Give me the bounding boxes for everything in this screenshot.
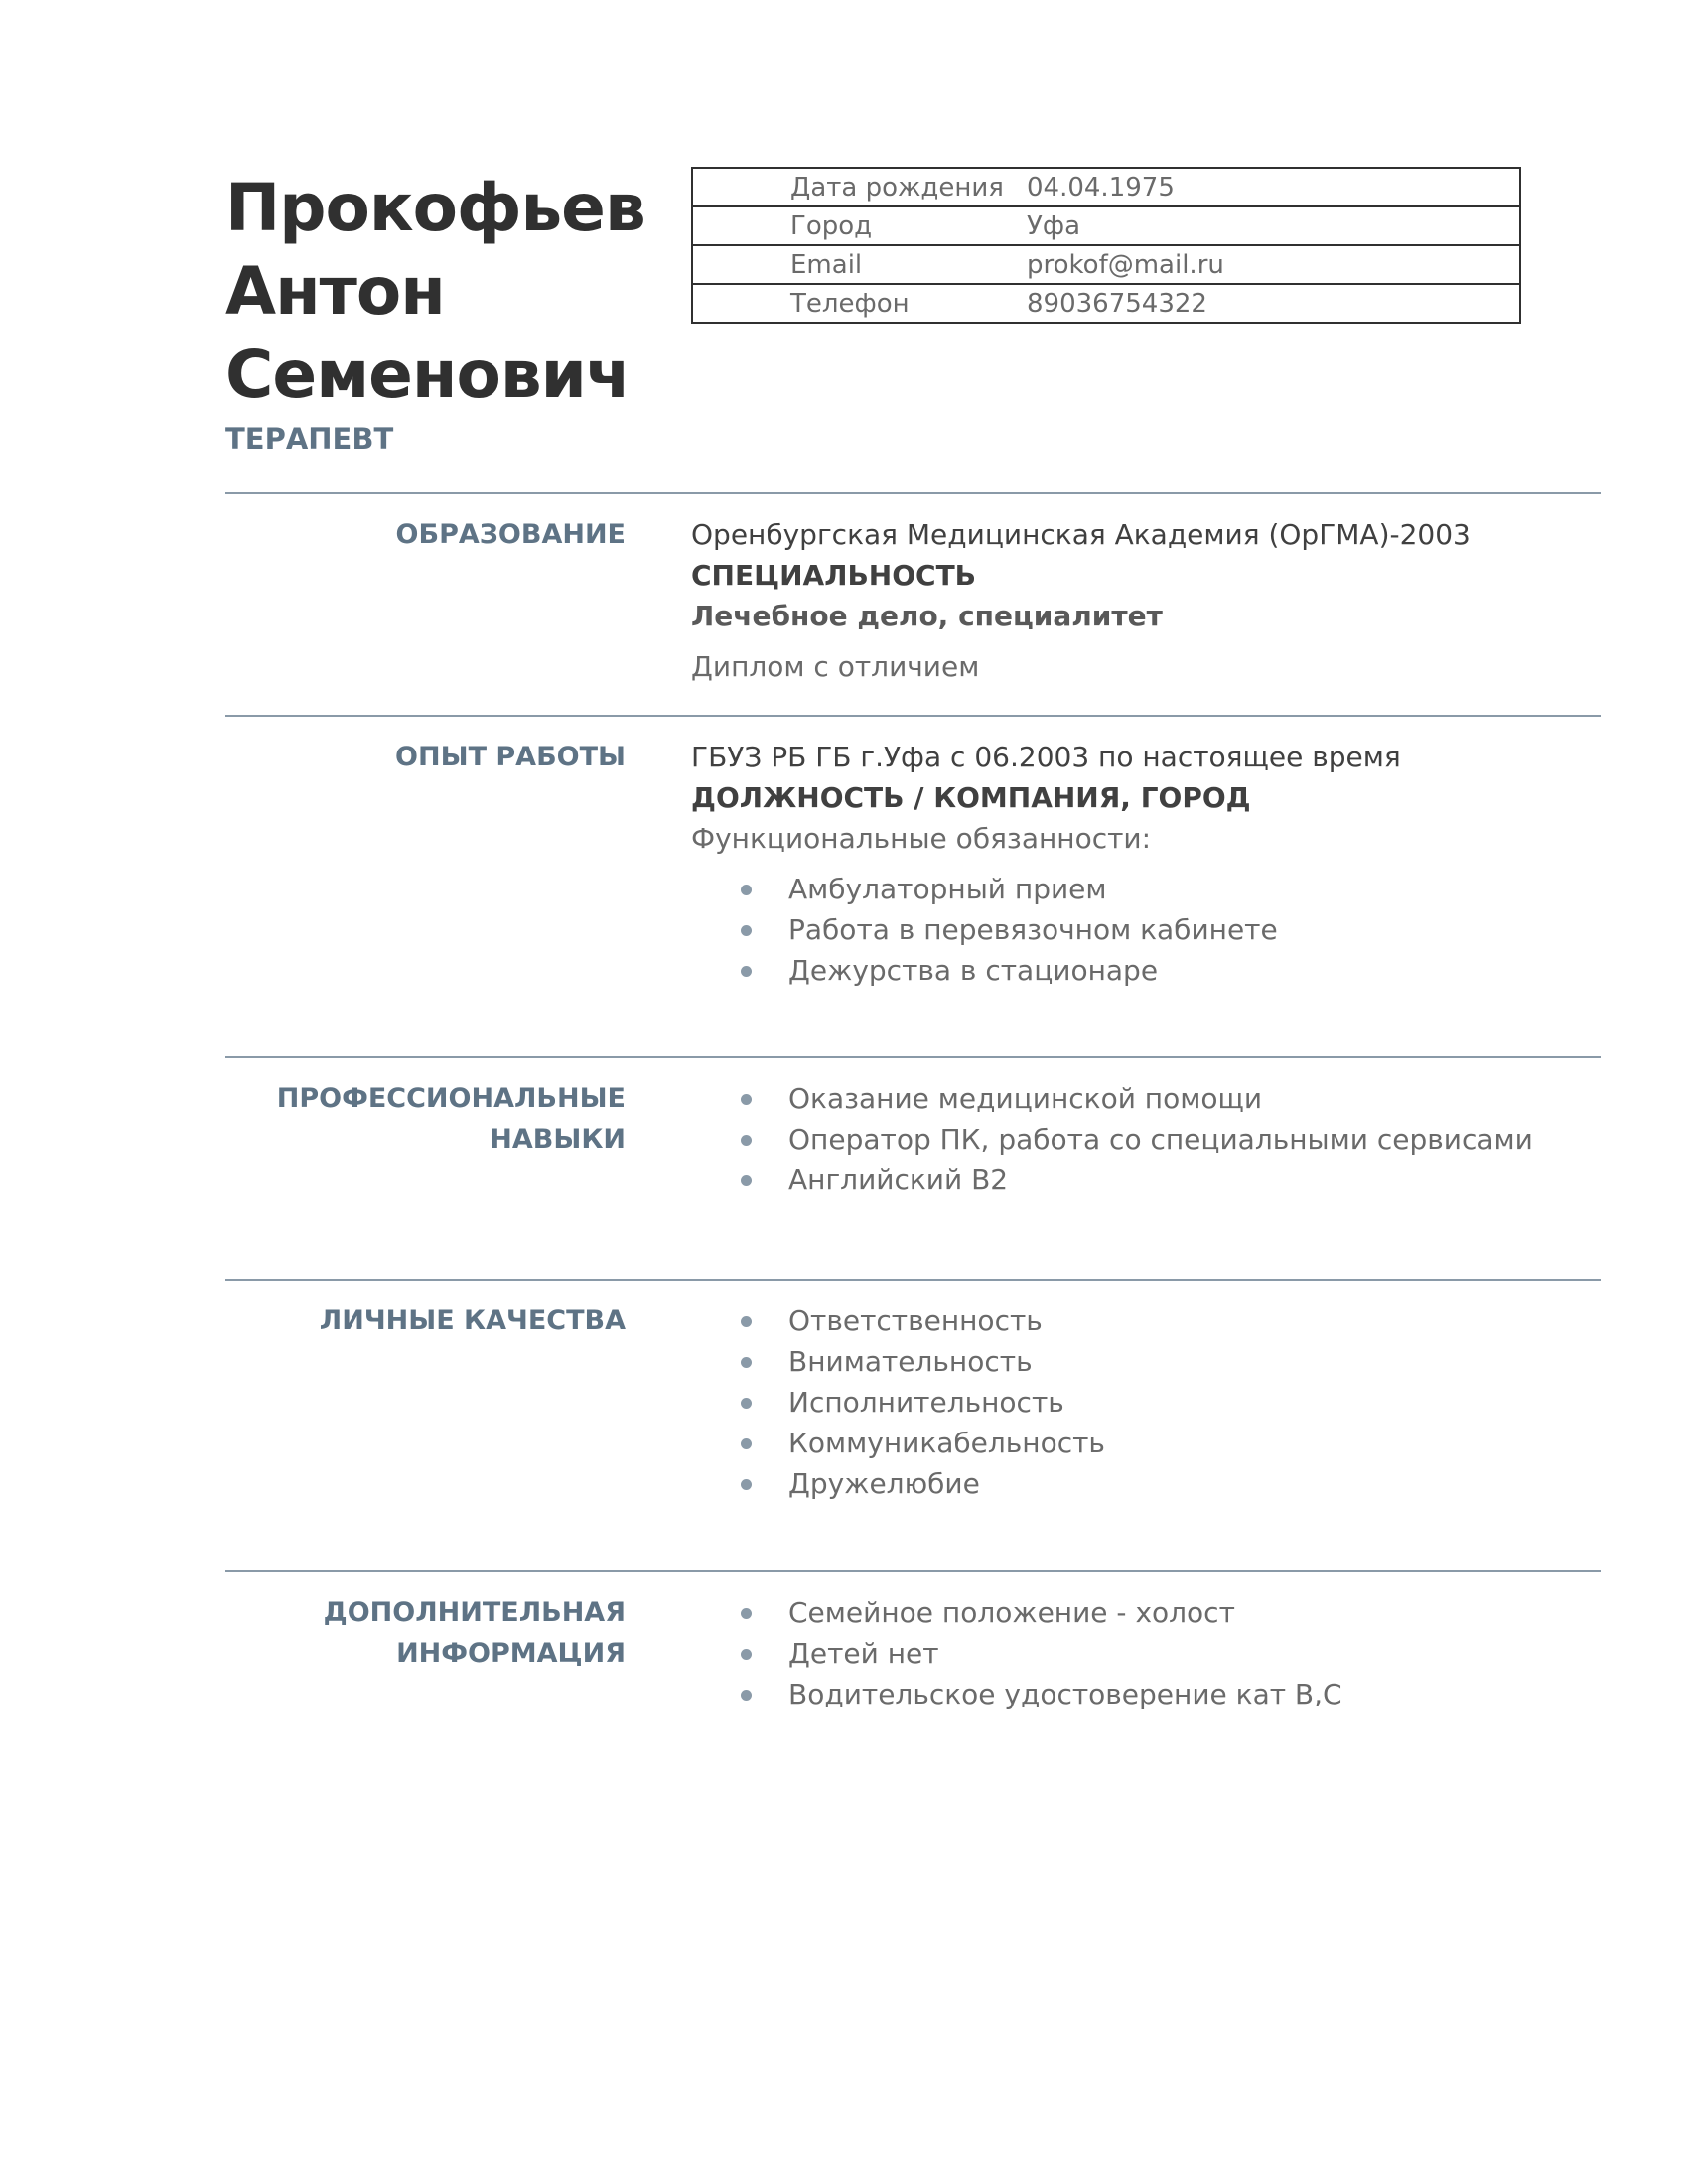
bullet-icon bbox=[741, 966, 752, 977]
bullet-icon bbox=[741, 1438, 752, 1449]
bullet-icon bbox=[741, 1649, 752, 1660]
list-item: Исполнительность bbox=[691, 1382, 1585, 1423]
education-institution: Оренбургская Медицинская Академия (ОрГМА)-2003 bbox=[691, 518, 1471, 551]
job-title: ТЕРАПЕВТ bbox=[225, 422, 394, 456]
contact-value-phone: 89036754322 bbox=[1027, 288, 1207, 319]
contact-row-city bbox=[693, 205, 1519, 244]
bullet-icon bbox=[741, 1094, 752, 1105]
specialty-value: Лечебное дело, специалитет bbox=[691, 600, 1163, 632]
section-divider bbox=[225, 492, 1601, 494]
contact-label: Дата рождения bbox=[790, 172, 1004, 203]
section-divider bbox=[225, 1279, 1601, 1281]
contact-value: Уфа bbox=[1027, 210, 1081, 241]
duties-list bbox=[691, 869, 1585, 991]
section-title-education: ОБРАЗОВАНИЕ bbox=[395, 519, 626, 550]
position-caption: ДОЛЖНОСТЬ / КОМПАНИЯ, ГОРОД bbox=[691, 781, 1251, 814]
bullet-icon bbox=[741, 1357, 752, 1368]
additional-content bbox=[691, 1592, 1585, 1714]
section-title-skills: ПРОФЕССИОНАЛЬНЫЕ НАВЫКИ bbox=[276, 1083, 626, 1155]
bullet-icon bbox=[741, 885, 752, 895]
skills-content bbox=[691, 1078, 1585, 1200]
bullet-icon bbox=[741, 1690, 752, 1701]
duties-caption: Функциональные обязанности: bbox=[691, 822, 1152, 855]
bullet-icon bbox=[741, 1479, 752, 1490]
list-item: Амбулаторный прием bbox=[691, 869, 1585, 909]
qualities-content bbox=[691, 1300, 1585, 1504]
specialty-caption: СПЕЦИАЛЬНОСТЬ bbox=[691, 559, 977, 592]
contact-row-phone bbox=[693, 283, 1519, 322]
name-line-first: Антон bbox=[225, 253, 445, 330]
bullet-icon bbox=[741, 925, 752, 936]
bullet-icon bbox=[741, 1608, 752, 1619]
contact-value: 04.04.1975 bbox=[1027, 172, 1175, 203]
list-item: Внимательность bbox=[691, 1341, 1585, 1382]
section-divider bbox=[225, 1056, 1601, 1058]
contact-value-email: prokof@mail.ru bbox=[1027, 249, 1224, 280]
list-item: Коммуникабельность bbox=[691, 1423, 1585, 1463]
contact-row-email bbox=[693, 244, 1519, 283]
bullet-icon bbox=[741, 1135, 752, 1146]
contact-label: Email bbox=[790, 249, 863, 280]
contact-table bbox=[691, 167, 1521, 324]
diploma-note: Диплом с отличием bbox=[691, 650, 980, 683]
list-item: Дежурства в стационаре bbox=[691, 950, 1585, 991]
list-item: Оказание медицинской помощи bbox=[691, 1078, 1585, 1119]
list-item: Работа в перевязочном кабинете bbox=[691, 909, 1585, 950]
name-line-patronymic: Семенович bbox=[225, 337, 631, 413]
bullet-icon bbox=[741, 1316, 752, 1327]
section-title-additional: ДОПОЛНИТЕЛЬНАЯ ИНФОРМАЦИЯ bbox=[323, 1597, 626, 1669]
additional-list bbox=[691, 1592, 1585, 1714]
education-content bbox=[691, 514, 1585, 687]
full-name bbox=[225, 167, 672, 417]
bullet-icon bbox=[741, 1398, 752, 1409]
list-item: Семейное положение - холост bbox=[691, 1592, 1585, 1633]
list-item: Ответственность bbox=[691, 1300, 1585, 1341]
section-title-qualities: ЛИЧНЫЕ КАЧЕСТВА bbox=[319, 1305, 626, 1336]
section-title-experience: ОПЫТ РАБОТЫ bbox=[395, 742, 626, 772]
list-item: Оператор ПК, работа со специальными сервисами bbox=[691, 1119, 1585, 1160]
contact-row-birthdate bbox=[693, 169, 1519, 205]
section-divider bbox=[225, 715, 1601, 717]
list-item: Английский B2 bbox=[691, 1160, 1585, 1200]
contact-label: Город bbox=[790, 210, 873, 241]
experience-content bbox=[691, 737, 1585, 991]
name-line-surname: Прокофьев bbox=[225, 170, 645, 246]
list-item: Дружелюбие bbox=[691, 1463, 1585, 1504]
list-item: Водительское удостоверение кат B,C bbox=[691, 1674, 1585, 1714]
qualities-list bbox=[691, 1300, 1585, 1504]
bullet-icon bbox=[741, 1175, 752, 1186]
contact-label: Телефон bbox=[790, 288, 910, 319]
list-item: Детей нет bbox=[691, 1633, 1585, 1674]
employer: ГБУЗ РБ ГБ г.Уфа с 06.2003 по настоящее время bbox=[691, 741, 1401, 773]
section-divider bbox=[225, 1570, 1601, 1572]
skills-list bbox=[691, 1078, 1585, 1200]
